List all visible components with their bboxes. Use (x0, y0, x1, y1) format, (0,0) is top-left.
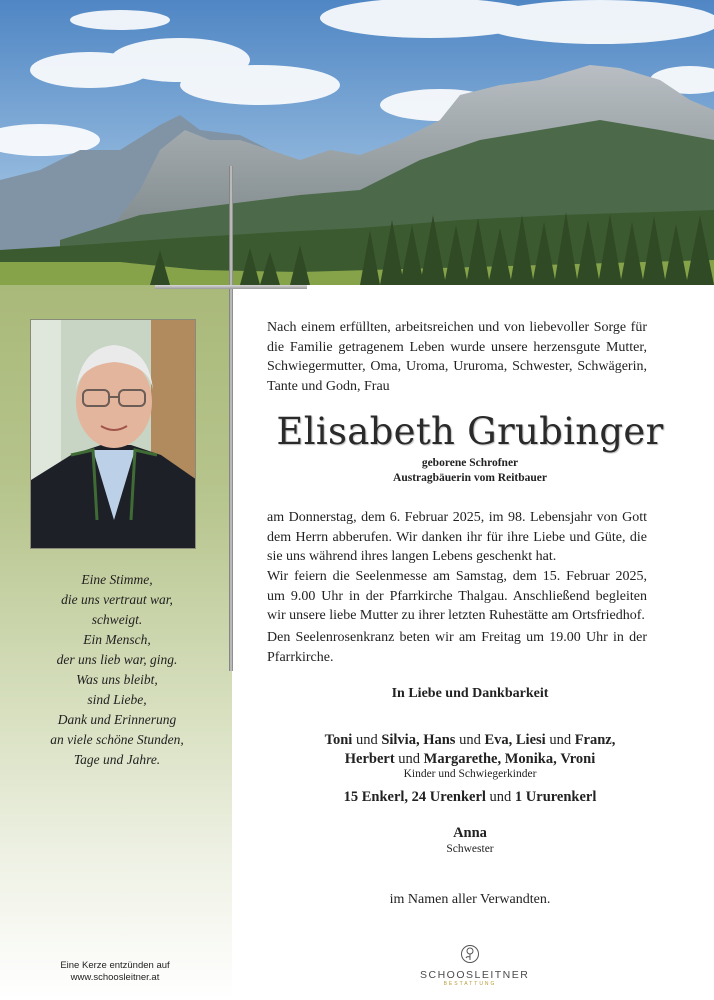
poem-line: die uns vertraut war, (61, 592, 173, 607)
mourner-name: Herbert (344, 751, 395, 767)
mourner-name: Eva, (484, 732, 513, 748)
conjunction: und (549, 732, 572, 748)
deceased-details (250, 456, 690, 486)
cross-horizontal-beam (155, 285, 307, 289)
death-paragraph: am Donnerstag, dem 6. Februar 2025, im 98. Lebensjahr von Gott dem Herrn abberufen. Wir danken ihr für ihre Liebe und Güte, die sie uns während ihres langen Lebens geschenkt hat. (267, 510, 647, 564)
mourner-name: Liesi (515, 732, 546, 748)
poem-line: Eine Stimme, (81, 572, 153, 587)
conjunction: und (355, 732, 378, 748)
conjunction: und (489, 789, 512, 805)
website-link[interactable]: www.schoosleitner.at (70, 972, 160, 983)
poem-line: schweigt. (91, 612, 143, 627)
mourner-name: Vroni (560, 751, 596, 767)
candle-link-note (40, 960, 190, 984)
grandchildren-line (267, 789, 673, 806)
birth-name: geborene Schrofner (421, 457, 519, 469)
mass-paragraph: Wir feiern die Seelenmesse am Samstag, dem 15. Februar 2025, um 9.00 Uhr in der Pfarrkirche Thalgau. Anschließend begleiten wir unsere liebe Mutter zu ihrer letzten Ruhestätte am Ortsfriedhof. (267, 569, 647, 623)
conjunction: und (459, 732, 481, 748)
rosary-paragraph: Den Seelenrosenkranz beten wir am Freitag um 19.00 Uhr in der Pfarrkirche. (267, 630, 647, 665)
mountain-landscape-header (0, 0, 714, 285)
children-caption: Kinder und Schwiegerkinder (403, 768, 537, 780)
funeral-home-logo (420, 944, 530, 987)
closing-line: im Namen aller Verwandten. (389, 892, 551, 907)
mourner-name: Toni (324, 732, 353, 748)
great-great-grandchildren-count: 1 Ururenkerl (514, 789, 597, 805)
poem-line: Tage und Jahre. (73, 752, 161, 767)
sister-caption: Schwester (446, 843, 494, 855)
poem-line: Was uns bleibt, (76, 672, 158, 687)
sister-name: Anna (453, 825, 487, 841)
gratitude-heading: In Liebe und Dankbarkeit (391, 686, 549, 701)
poem-line: Ein Mensch, (83, 632, 151, 647)
mourner-name: Franz, (574, 732, 616, 748)
children-names (267, 731, 673, 769)
mourner-name: Monika, (504, 751, 557, 767)
conjunction: und (398, 751, 421, 767)
intro-paragraph: Nach einem erfüllten, arbeitsreichen und von liebevoller Sorge für die Familie getragenem Leben wurde unsere herzensgute Mutter, Schwiegermutter, Oma, Uroma, Ururoma, Schwester, Schwägerin, Tante und Godn, Frau (267, 320, 647, 394)
grandchildren-count: 15 Enkerl, 24 Urenkerl (343, 789, 486, 805)
poem-line: Dank und Erinnerung (57, 712, 177, 727)
memorial-poem (12, 570, 222, 770)
poem-line: der uns lieb war, ging. (56, 652, 178, 667)
portrait-photo (30, 319, 196, 549)
mourner-name: Silvia, (381, 732, 420, 748)
logo-wordmark: SCHOOSLEITNER (420, 969, 530, 981)
cross-vertical-beam (229, 166, 233, 671)
deceased-title: Austragbäuerin vom Reitbauer (393, 472, 547, 484)
deceased-name: Elisabeth Grubinger (276, 410, 664, 453)
mourner-name: Hans (423, 732, 456, 748)
candle-text: Eine Kerze entzünden auf (60, 960, 170, 971)
rose-emblem-icon (460, 944, 480, 964)
poem-line: sind Liebe, (87, 692, 147, 707)
poem-line: an viele schöne Stunden, (50, 732, 184, 747)
logo-subtitle: BESTATTUNG (443, 981, 497, 987)
mourner-name: Margarethe, (423, 751, 502, 767)
